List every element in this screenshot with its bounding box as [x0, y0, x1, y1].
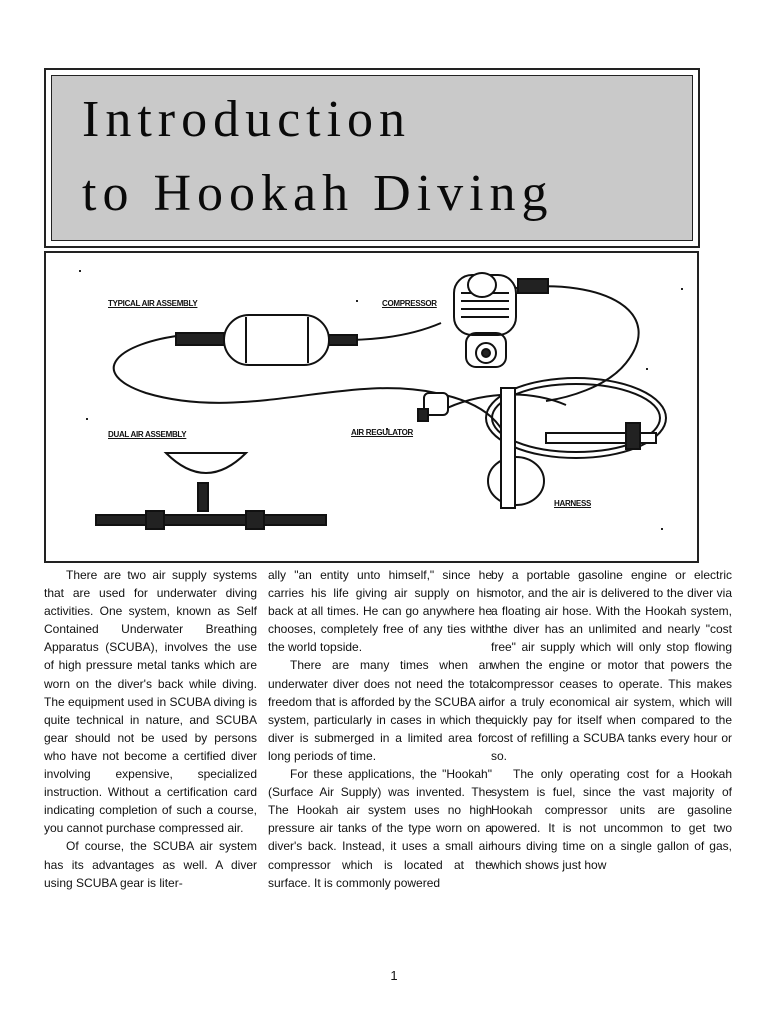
paragraph: ally "an entity unto himself," since he carries his life giving air supply on his back at all times. He can go anywhere he chooses, completely free of any ties with the world topside.: [268, 568, 492, 655]
text-column-2: [268, 566, 492, 892]
label-dual-air-assembly: DUAL AIR ASSEMBLY: [108, 430, 187, 439]
air-tank: [176, 315, 357, 365]
air-regulator: [418, 393, 448, 421]
title-line-1: Introduction: [82, 91, 412, 148]
label-harness: HARNESS: [554, 499, 592, 508]
label-typical-air-assembly: TYPICAL AIR ASSEMBLY: [108, 299, 198, 308]
page-number: 1: [390, 968, 398, 983]
text-column-3: [491, 566, 732, 874]
harness: [486, 378, 666, 508]
label-air-regulator: AIR REGULATOR: [351, 428, 414, 437]
paragraph: Of course, the SCUBA air system has its advantages as well. A diver using SCUBA gear is liter-: [44, 839, 257, 890]
dual-air-assembly: [96, 453, 326, 529]
paragraph: There are two air supply systems that are used for underwater diving activities. One system, known as Self Contained Underwater Breathing Apparatus (SCUBA), involves the use of high pressure metal tanks which are worn on the diver's back while diving. The equipment used in SCUBA diving is quite technical in nature, and SCUBA gear should not be used by persons who have not become a certified diver involving expensive, specialized instruction. Without a certification card indicating completion of such a course, you cannot purchase compressed air.: [44, 568, 257, 836]
paragraph: The only operating cost for a Hookah system is fuel, since the vast majority of Hookah compressor units are gasoline powered. It is not uncommon to get two hours diving time on a single gallon of gas, which shows just how: [491, 767, 732, 872]
paragraph: There are many times when an underwater diver does not need the total freedom that is afforded by the SCUBA air system, particularly in cases in which the diver is submerged in a limited area for long periods of time.: [268, 658, 492, 763]
title-line-2: to Hookah Diving: [82, 165, 554, 222]
title-panel: [51, 75, 693, 241]
text-column-1: [44, 566, 257, 892]
hookah-illustration: [44, 251, 699, 563]
title-box: [44, 68, 700, 248]
paragraph: For these applications, the "Hookah" (Surface Air Supply) was invented. The The Hookah air system uses no high pressure air tanks of the type worn on a diver's back. Instead, it uses a small air compressor which is located at the surface. It is commonly powered: [268, 767, 492, 890]
label-compressor: COMPRESSOR: [382, 299, 437, 308]
compressor: [454, 273, 548, 367]
paragraph: by a portable gasoline engine or electric motor, and the air is delivered to the diver via a floating air hose. With the Hookah system, the diver has an unlimited and nearly "cost free" air supply which will only stop flowing when the engine or motor that powers the compressor ceases to operate. This makes for a truly economical air system, which will quickly pay for itself when compared to the cost of refilling a SCUBA tanks every hour or so.: [491, 568, 732, 763]
